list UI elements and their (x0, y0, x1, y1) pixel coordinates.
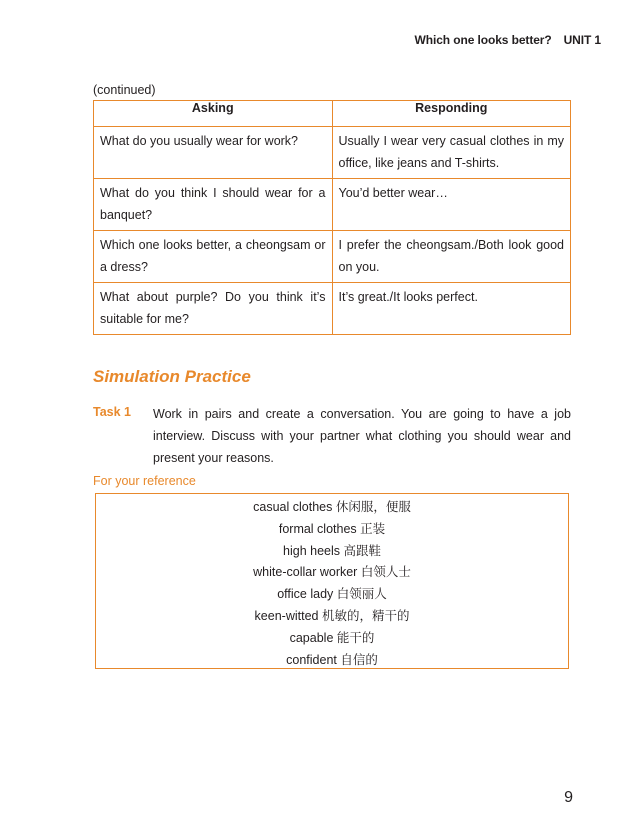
responding-cell: I prefer the cheongsam./Both look good on you. (332, 231, 571, 283)
task-label: Task 1 (93, 405, 131, 419)
column-header-responding: Responding (332, 101, 571, 127)
asking-cell: What do you think I should wear for a banquet? (94, 179, 333, 231)
table-header-row (94, 101, 571, 127)
task-instructions: Work in pairs and create a conversation. You are going to have a job interview. Discuss with your partner what clothing you should wear and present your reasons. (153, 407, 571, 465)
reference-label: For your reference (93, 474, 196, 488)
reference-box (95, 493, 569, 669)
asking-cell: What about purple? Do you think it’s suitable for me? (94, 283, 333, 335)
continued-label: (continued) (93, 83, 156, 97)
table-row (94, 179, 571, 231)
dialog-table (93, 100, 571, 335)
reference-item: keen-witted 机敏的，精干的 (254, 608, 410, 623)
unit-label: UNIT 1 (563, 33, 601, 47)
chapter-title: Which one looks better? (414, 33, 552, 47)
table-row (94, 127, 571, 179)
asking-cell: What do you usually wear for work? (94, 127, 333, 179)
table-row (94, 231, 571, 283)
responding-cell: You’d better wear… (332, 179, 571, 231)
responding-cell: Usually I wear very casual clothes in my office, like jeans and T-shirts. (332, 127, 571, 179)
responding-cell: It’s great./It looks perfect. (332, 283, 571, 335)
reference-item: capable 能干的 (289, 630, 375, 645)
column-header-asking: Asking (94, 101, 333, 127)
reference-item: office lady 白领丽人 (277, 587, 387, 602)
reference-item: white-collar worker 白领人士 (253, 565, 411, 580)
running-header (415, 33, 601, 47)
table-row (94, 283, 571, 335)
reference-item: high heels 高跟鞋 (283, 543, 381, 558)
asking-cell: Which one looks better, a cheongsam or a dress? (94, 231, 333, 283)
reference-item: confident 自信的 (286, 652, 378, 667)
reference-item: casual clothes 休闲服，便服 (253, 500, 411, 514)
section-title: Simulation Practice (93, 367, 251, 386)
page-number: 9 (564, 789, 573, 806)
reference-item: formal clothes 正装 (278, 521, 386, 536)
